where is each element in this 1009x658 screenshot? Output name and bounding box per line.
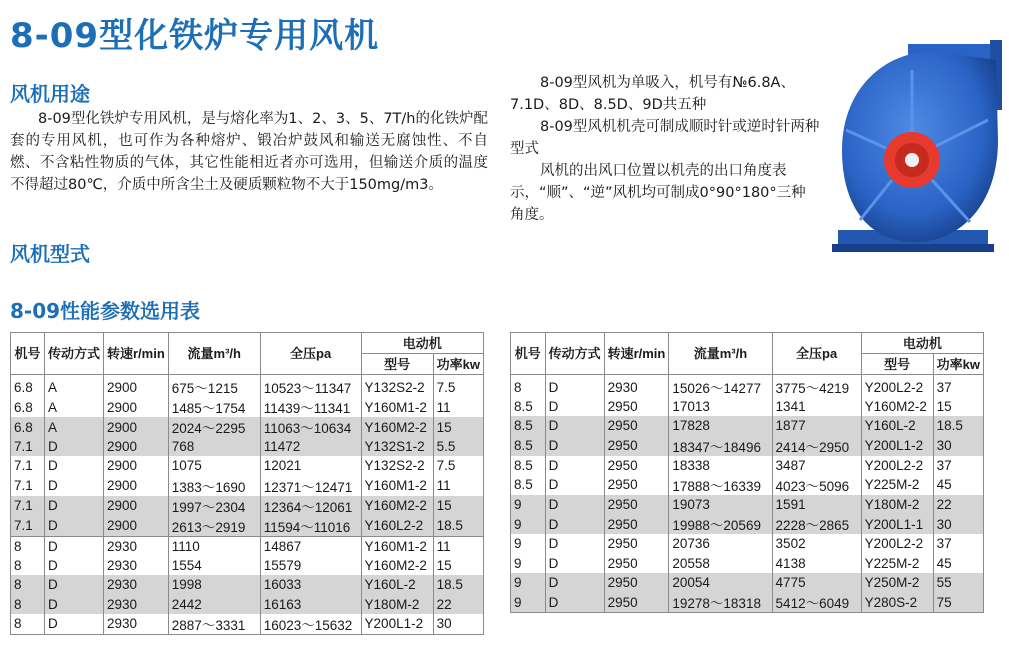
cell-power: 22	[933, 495, 983, 514]
table-row	[11, 556, 484, 575]
cell-speed: 2900	[103, 496, 168, 516]
cell-flow: 2887～3331	[168, 614, 260, 635]
table-row	[11, 397, 484, 417]
cell-model: Y180M-2	[861, 495, 933, 514]
cell-power: 7.5	[433, 456, 483, 475]
table-row	[511, 456, 984, 475]
cell-no: 7.1	[11, 516, 45, 537]
cell-speed: 2900	[103, 397, 168, 417]
cell-pressure: 2228～2865	[772, 514, 861, 534]
cell-model: Y200L2-2	[861, 375, 933, 398]
cell-model: Y160L2-2	[361, 516, 433, 537]
table-row	[11, 575, 484, 594]
cell-power: 7.5	[433, 375, 483, 398]
cell-model: Y200L2-2	[861, 534, 933, 553]
cell-model: Y132S2-2	[361, 456, 433, 475]
cell-model: Y160L-2	[361, 575, 433, 594]
form-paragraph-1: 8-09型风机为单吸入，机号有№6.8A、7.1D、8D、8.5D、9D共五种	[510, 75, 795, 113]
col-speed: 转速r/min	[103, 333, 168, 375]
form-heading: 风机型式	[10, 242, 90, 266]
cell-pressure: 10523～11347	[260, 375, 361, 398]
cell-flow: 18338	[669, 456, 772, 475]
cell-model: Y160M2-2	[361, 417, 433, 437]
cell-speed: 2950	[604, 495, 669, 514]
table-row	[511, 436, 984, 456]
cell-drive: D	[545, 375, 604, 398]
cell-power: 45	[933, 475, 983, 495]
cell-speed: 2900	[103, 476, 168, 496]
table-row	[511, 397, 984, 416]
table-row	[511, 495, 984, 514]
col-motor: 电动机	[361, 333, 483, 354]
cell-no: 8.5	[511, 397, 546, 416]
cell-model: Y160M2-2	[861, 397, 933, 416]
col-pressure: 全压pa	[260, 333, 361, 375]
cell-drive: D	[545, 534, 604, 553]
cell-drive: D	[44, 476, 103, 496]
cell-speed: 2930	[103, 594, 168, 613]
cell-model: Y132S1-2	[361, 437, 433, 456]
cell-pressure: 14867	[260, 536, 361, 556]
col-power: 功率kw	[933, 354, 983, 375]
cell-no: 7.1	[11, 476, 45, 496]
cell-model: Y132S2-2	[361, 375, 433, 398]
cell-power: 30	[933, 514, 983, 534]
cell-power: 5.5	[433, 437, 483, 456]
cell-speed: 2950	[604, 397, 669, 416]
cell-pressure: 16033	[260, 575, 361, 594]
cell-model: Y200L2-2	[861, 456, 933, 475]
cell-no: 8.5	[511, 416, 546, 435]
cell-no: 8	[11, 556, 45, 575]
cell-speed: 2950	[604, 514, 669, 534]
cell-flow: 17013	[669, 397, 772, 416]
cell-model: Y160M1-2	[361, 476, 433, 496]
cell-no: 9	[511, 553, 546, 572]
cell-drive: D	[44, 437, 103, 456]
cell-speed: 2900	[103, 456, 168, 475]
cell-pressure: 16163	[260, 594, 361, 613]
cell-model: Y250M-2	[861, 573, 933, 592]
cell-power: 18.5	[433, 516, 483, 537]
cell-flow: 2024～2295	[168, 417, 260, 437]
cell-pressure: 12364～12061	[260, 496, 361, 516]
cell-power: 15	[433, 417, 483, 437]
cell-flow: 1554	[168, 556, 260, 575]
table-row	[511, 375, 984, 398]
cell-drive: D	[545, 436, 604, 456]
cell-flow: 20054	[669, 573, 772, 592]
table-row	[11, 594, 484, 613]
cell-power: 37	[933, 375, 983, 398]
cell-flow: 19073	[669, 495, 772, 514]
cell-flow: 19278～18318	[669, 592, 772, 613]
table-row	[11, 476, 484, 496]
cell-pressure: 2414～2950	[772, 436, 861, 456]
cell-pressure: 4138	[772, 553, 861, 572]
cell-model: Y180M-2	[361, 594, 433, 613]
cell-drive: D	[44, 536, 103, 556]
performance-table-right	[510, 332, 984, 613]
cell-drive: D	[545, 416, 604, 435]
cell-pressure: 3487	[772, 456, 861, 475]
cell-speed: 2950	[604, 475, 669, 495]
cell-power: 18.5	[933, 416, 983, 435]
cell-speed: 2900	[103, 437, 168, 456]
fan-illustration	[820, 30, 1009, 270]
cell-power: 37	[933, 534, 983, 553]
cell-speed: 2950	[604, 553, 669, 572]
cell-no: 8	[11, 575, 45, 594]
cell-drive: D	[545, 456, 604, 475]
table-row	[511, 534, 984, 553]
col-drive: 传动方式	[545, 333, 604, 375]
cell-speed: 2930	[103, 536, 168, 556]
cell-no: 7.1	[11, 437, 45, 456]
cell-model: Y200L1-1	[861, 514, 933, 534]
table-row	[11, 437, 484, 456]
cell-power: 30	[933, 436, 983, 456]
usage-text	[10, 108, 488, 196]
col-speed: 转速r/min	[604, 333, 669, 375]
table-row	[511, 475, 984, 495]
col-model: 型号	[861, 354, 933, 375]
table-row	[511, 514, 984, 534]
cell-drive: D	[44, 496, 103, 516]
cell-pressure: 11472	[260, 437, 361, 456]
col-motor: 电动机	[861, 333, 983, 354]
table-heading: 8-09性能参数选用表	[10, 299, 201, 323]
cell-power: 45	[933, 553, 983, 572]
table-row	[11, 456, 484, 475]
table-row	[511, 592, 984, 613]
cell-pressure: 11063～10634	[260, 417, 361, 437]
cell-pressure: 12371～12471	[260, 476, 361, 496]
cell-flow: 2442	[168, 594, 260, 613]
cell-drive: D	[545, 475, 604, 495]
cell-power: 55	[933, 573, 983, 592]
cell-speed: 2950	[604, 534, 669, 553]
cell-pressure: 16023～15632	[260, 614, 361, 635]
cell-speed: 2900	[103, 417, 168, 437]
cell-flow: 17888～16339	[669, 475, 772, 495]
cell-pressure: 11594～11016	[260, 516, 361, 537]
form-paragraph-2: 8-09型风机机壳可制成顺时针或逆时针两种型式	[510, 119, 820, 157]
cell-no: 7.1	[11, 496, 45, 516]
cell-pressure: 12021	[260, 456, 361, 475]
table-row	[511, 416, 984, 435]
cell-flow: 1485～1754	[168, 397, 260, 417]
cell-drive: D	[545, 514, 604, 534]
cell-flow: 1383～1690	[168, 476, 260, 496]
cell-no: 9	[511, 573, 546, 592]
cell-no: 6.8	[11, 375, 45, 398]
cell-model: Y160M2-2	[361, 556, 433, 575]
cell-model: Y200L1-2	[861, 436, 933, 456]
cell-power: 15	[433, 496, 483, 516]
cell-flow: 768	[168, 437, 260, 456]
cell-drive: D	[44, 594, 103, 613]
cell-drive: D	[44, 614, 103, 635]
cell-speed: 2950	[604, 592, 669, 613]
cell-model: Y225M-2	[861, 475, 933, 495]
cell-flow: 675～1215	[168, 375, 260, 398]
cell-drive: D	[44, 456, 103, 475]
table-row	[511, 553, 984, 572]
cell-power: 15	[933, 397, 983, 416]
cell-no: 9	[511, 592, 546, 613]
cell-flow: 19988～20569	[669, 514, 772, 534]
cell-no: 8.5	[511, 475, 546, 495]
cell-pressure: 1877	[772, 416, 861, 435]
col-drive: 传动方式	[44, 333, 103, 375]
cell-speed: 2900	[103, 516, 168, 537]
col-power: 功率kw	[433, 354, 483, 375]
cell-flow: 15026～14277	[669, 375, 772, 398]
cell-power: 75	[933, 592, 983, 613]
cell-speed: 2930	[604, 375, 669, 398]
table-row	[11, 375, 484, 398]
cell-power: 22	[433, 594, 483, 613]
table-row	[11, 536, 484, 556]
cell-no: 8.5	[511, 436, 546, 456]
cell-drive: D	[545, 592, 604, 613]
cell-speed: 2950	[604, 573, 669, 592]
cell-drive: A	[44, 397, 103, 417]
cell-pressure: 1591	[772, 495, 861, 514]
cell-pressure: 4023～5096	[772, 475, 861, 495]
cell-flow: 1998	[168, 575, 260, 594]
cell-flow: 20736	[669, 534, 772, 553]
cell-model: Y280S-2	[861, 592, 933, 613]
cell-no: 8	[11, 594, 45, 613]
cell-flow: 1110	[168, 536, 260, 556]
table-row	[11, 516, 484, 537]
cell-power: 18.5	[433, 575, 483, 594]
cell-power: 11	[433, 397, 483, 417]
col-no: 机号	[11, 333, 45, 375]
cell-no: 9	[511, 514, 546, 534]
table-row	[11, 614, 484, 635]
cell-flow: 18347～18496	[669, 436, 772, 456]
cell-drive: D	[44, 575, 103, 594]
cell-drive: D	[545, 553, 604, 572]
cell-no: 8	[11, 536, 45, 556]
usage-heading: 风机用途	[10, 82, 90, 106]
form-paragraph-3: 风机的出风口位置以机壳的出口角度表示，“顺”、“逆”风机均可制成0°90°180°三种角度。	[510, 163, 806, 223]
cell-pressure: 4775	[772, 573, 861, 592]
table-row	[11, 496, 484, 516]
form-description	[510, 72, 820, 226]
cell-no: 6.8	[11, 417, 45, 437]
performance-table-left	[10, 332, 484, 635]
page-title: 8-09型化铁炉专用风机	[10, 16, 380, 56]
cell-drive: A	[44, 417, 103, 437]
cell-model: Y225M-2	[861, 553, 933, 572]
usage-body: 8-09型化铁炉专用风机，是与熔化率为1、2、3、5、7T/h的化铁炉配套的专用风机，也可作为各种熔炉、锻冶炉鼓风和输送无腐蚀性、不自燃、不含粘性物质的气体，其它性能相近者亦可选用，但输送介质的温度不得超过80℃，介质中所含尘土及硬质颗粒物不大于150mg/m3。	[10, 111, 488, 193]
cell-drive: A	[44, 375, 103, 398]
table-row	[511, 573, 984, 592]
cell-speed: 2930	[103, 556, 168, 575]
col-flow: 流量m³/h	[669, 333, 772, 375]
cell-model: Y160M2-2	[361, 496, 433, 516]
cell-model: Y160M1-2	[361, 397, 433, 417]
cell-pressure: 3775～4219	[772, 375, 861, 398]
cell-power: 30	[433, 614, 483, 635]
cell-model: Y160L-2	[861, 416, 933, 435]
cell-no: 8.5	[511, 456, 546, 475]
col-model: 型号	[361, 354, 433, 375]
col-no: 机号	[511, 333, 546, 375]
cell-pressure: 3502	[772, 534, 861, 553]
cell-drive: D	[545, 573, 604, 592]
col-pressure: 全压pa	[772, 333, 861, 375]
cell-drive: D	[44, 556, 103, 575]
cell-flow: 17828	[669, 416, 772, 435]
cell-speed: 2950	[604, 416, 669, 435]
cell-no: 8	[511, 375, 546, 398]
table-row	[11, 417, 484, 437]
cell-speed: 2950	[604, 456, 669, 475]
cell-speed: 2930	[103, 575, 168, 594]
cell-pressure: 1341	[772, 397, 861, 416]
cell-no: 7.1	[11, 456, 45, 475]
cell-model: Y160M1-2	[361, 536, 433, 556]
cell-pressure: 11439～11341	[260, 397, 361, 417]
cell-no: 8	[11, 614, 45, 635]
cell-model: Y200L1-2	[361, 614, 433, 635]
cell-pressure: 15579	[260, 556, 361, 575]
cell-pressure: 5412～6049	[772, 592, 861, 613]
cell-flow: 20558	[669, 553, 772, 572]
col-flow: 流量m³/h	[168, 333, 260, 375]
cell-speed: 2900	[103, 375, 168, 398]
cell-drive: D	[545, 397, 604, 416]
cell-power: 15	[433, 556, 483, 575]
cell-power: 11	[433, 536, 483, 556]
cell-flow: 1075	[168, 456, 260, 475]
cell-speed: 2950	[604, 436, 669, 456]
cell-no: 9	[511, 534, 546, 553]
cell-drive: D	[44, 516, 103, 537]
cell-power: 37	[933, 456, 983, 475]
cell-no: 9	[511, 495, 546, 514]
cell-no: 6.8	[11, 397, 45, 417]
cell-flow: 2613～2919	[168, 516, 260, 537]
cell-speed: 2930	[103, 614, 168, 635]
cell-flow: 1997～2304	[168, 496, 260, 516]
cell-power: 11	[433, 476, 483, 496]
cell-drive: D	[545, 495, 604, 514]
